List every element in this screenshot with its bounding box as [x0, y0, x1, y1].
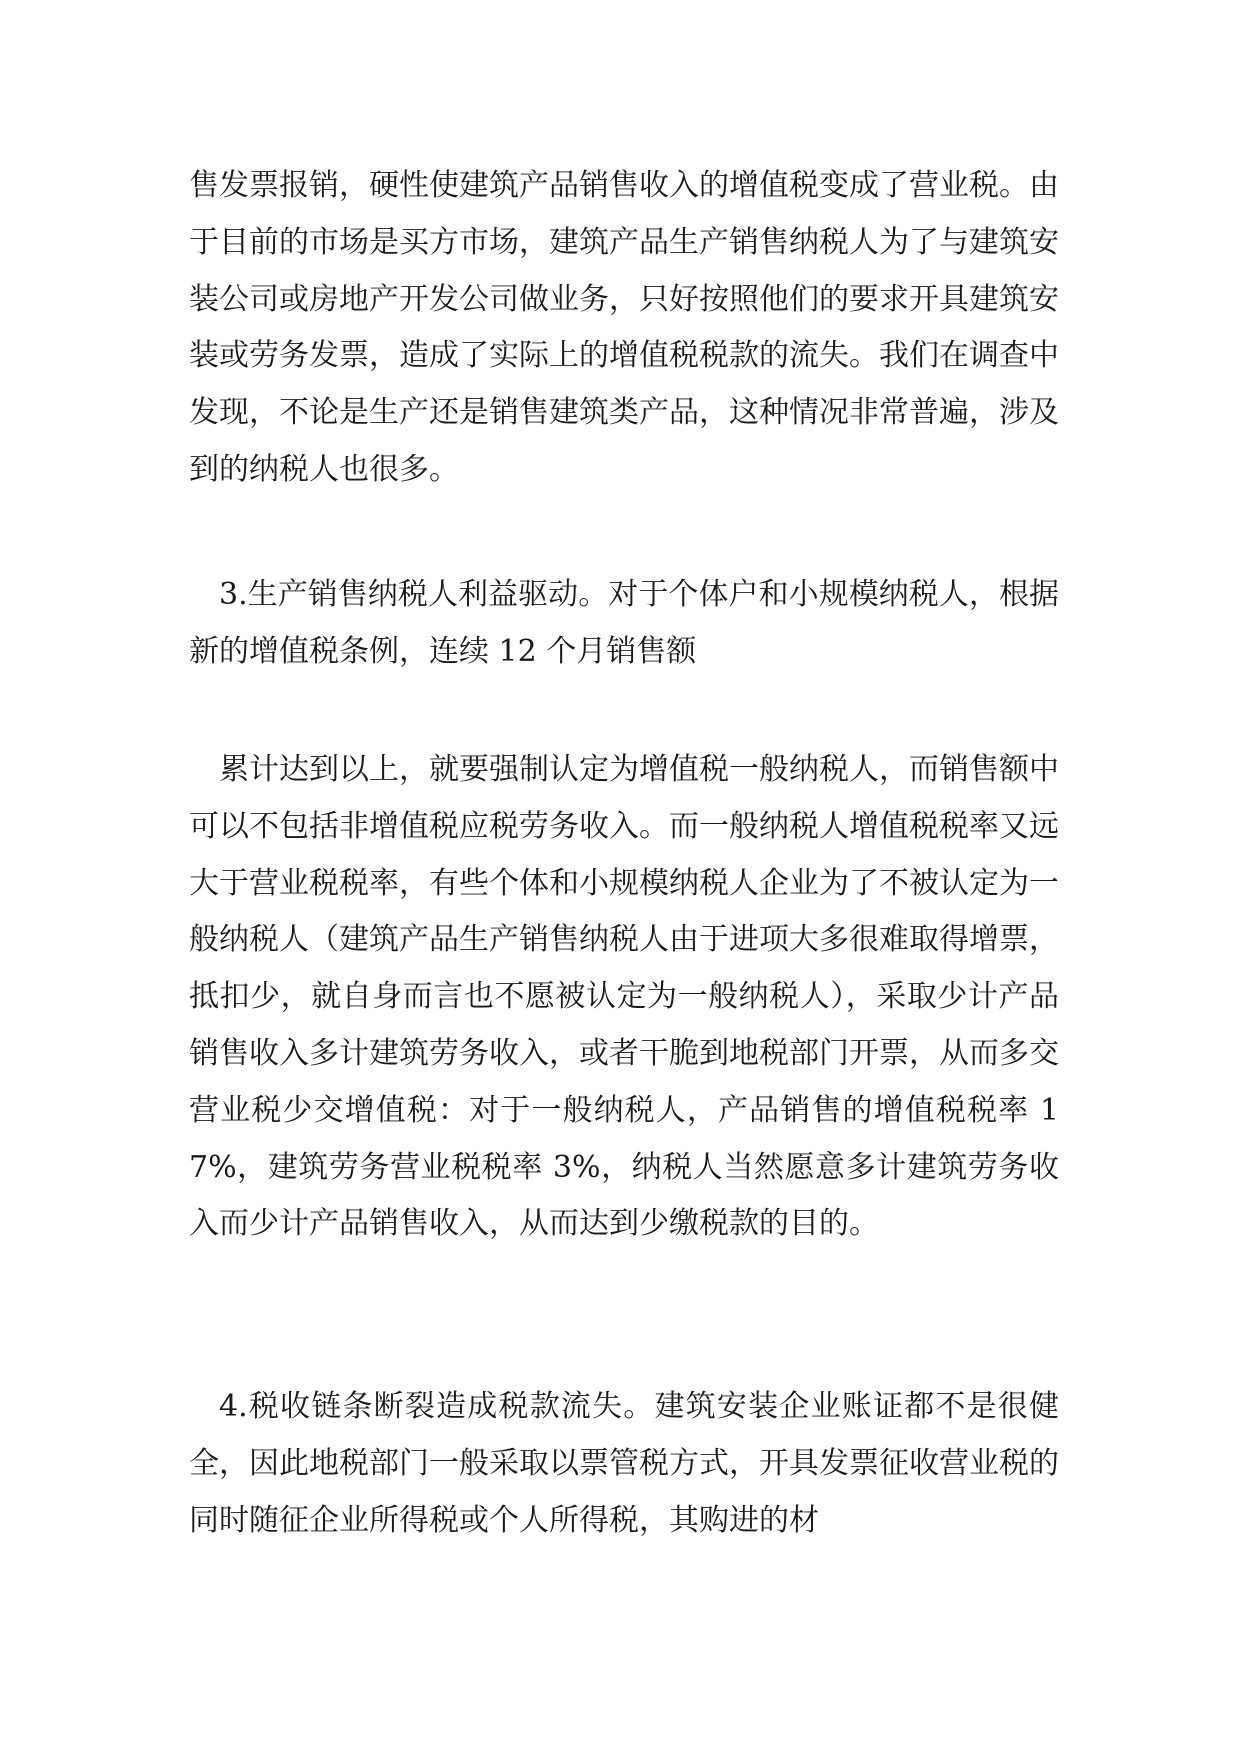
- paragraph-point-3-continued: 累计达到以上，就要强制认定为增值税一般纳税人，而销售额中可以不包括非增值税应税劳务收入。而一般纳税人增值税税率又远大于营业税税率，有些个体和小规模纳税人企业为了不被认定为一般纳税人（建筑产品生产销售纳税人由于进项大多很难取得增票，抵扣少，就自身而言也不愿被认定为一般纳税人），采取少计产品销售收入多计建筑劳务收入，或者干脆到地税部门开票，从而多交营业税少交增值税：对于一般纳税人，产品销售的增值税税率 17%，建筑劳务营业税税率 3%，纳税人当然愿意多计建筑劳务收入而少计产品销售收入，从而达到少缴税款的目的。: [189, 752, 1059, 1242]
- paragraph-continuation: 售发票报销，硬性使建筑产品销售收入的增值税变成了营业税。由于目前的市场是买方市场，建筑产品生产销售纳税人为了与建筑安装公司或房地产开发公司做业务，只好按照他们的要求开具建筑安装或劳务发票，造成了实际上的增值税税款的流失。我们在调查中发现，不论是生产还是销售建筑类产品，这种情况非常普遍，涉及到的纳税人也很多。: [189, 168, 1059, 487]
- paragraph-point-4: 4.税收链条断裂造成税款流失。建筑安装企业账证都不是很健全，因此地税部门一般采取以票管税方式，开具发票征收营业税的同时随征企业所得税或个人所得税，其购进的材: [189, 1389, 1059, 1538]
- paragraph-point-3: 3.生产销售纳税人利益驱动。对于个体户和小规模纳税人，根据新的增值税条例，连续 12 个月销售额: [189, 577, 1059, 669]
